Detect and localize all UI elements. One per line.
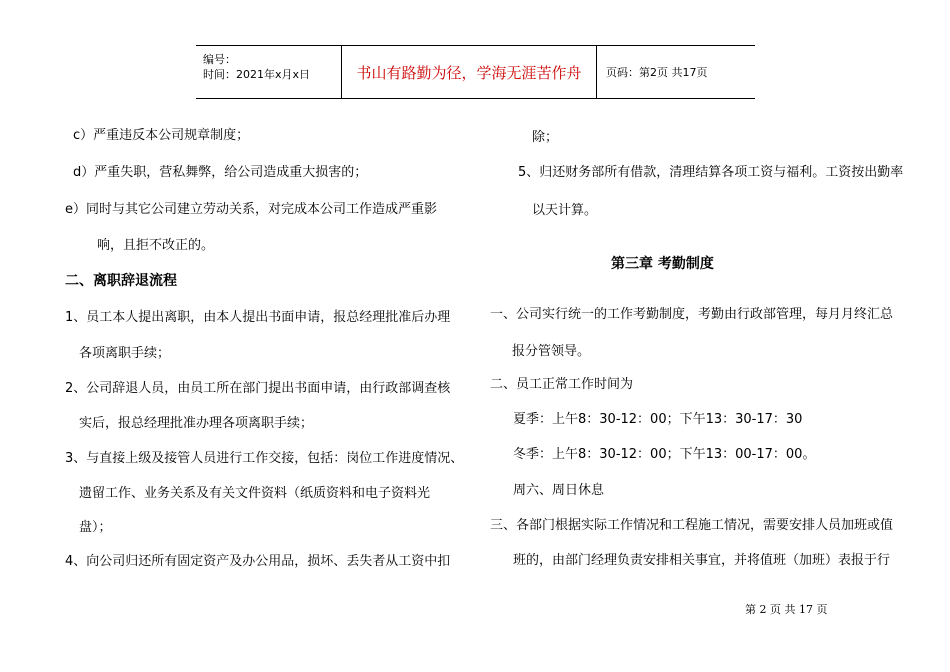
- winter-hours: 冬季：上午8：30-12：00；下午13：00-17：00。: [513, 447, 816, 462]
- clause-e-continued: 响，且拒不改正的。: [97, 238, 215, 253]
- page-header: [196, 45, 755, 99]
- clause-c: c）严重违反本公司规章制度；: [73, 128, 250, 143]
- section-heading-resignation: 二、离职辞退流程: [65, 273, 177, 289]
- page-footer: 第 2 页 共 17 页: [745, 603, 828, 616]
- step-3-continued: 遗留工作、业务关系及有关文件资料（纸质资料和电子资料光: [79, 486, 431, 501]
- attendance-clause-2: 二、员工正常工作时间为: [490, 377, 634, 392]
- weekend-rest: 周六、周日休息: [513, 483, 605, 498]
- step-1-continued: 各项离职手续；: [79, 346, 171, 361]
- document-number-label: 编号：: [203, 53, 236, 66]
- header-meta: [196, 46, 341, 98]
- chapter-title: 第三章 考勤制度: [611, 256, 714, 272]
- clause-e: e）同时与其它公司建立劳动关系，对完成本公司工作造成严重影: [65, 202, 437, 217]
- attendance-clause-1-continued: 报分管领导。: [512, 344, 591, 359]
- step-4-continued: 除；: [532, 130, 559, 145]
- step-1: 1、员工本人提出离职，由本人提出书面申请，报总经理批准后办理: [65, 310, 451, 325]
- attendance-clause-3-continued: 班的，由部门经理负责安排相关事宜，并将值班（加班）表报于行: [513, 553, 891, 568]
- attendance-clause-1: 一、公司实行统一的工作考勤制度，考勤由行政部管理，每月月终汇总: [490, 307, 894, 322]
- step-4: 4、向公司归还所有固定资产及办公用品，损坏、丢失者从工资中扣: [65, 554, 451, 569]
- summer-hours: 夏季：上午8：30-12：00；下午13：30-17：30: [513, 412, 803, 427]
- step-2-continued: 实后，报总经理批准办理各项离职手续；: [79, 416, 314, 431]
- document-time-label: 时间：2021年x月x日: [203, 68, 311, 81]
- step-3-continued-2: 盘）；: [79, 520, 112, 535]
- step-3: 3、与直接上级及接管人员进行工作交接，包括：岗位工作进度情况、: [65, 451, 464, 466]
- header-motto: 书山有路勤为径，学海无涯苦作舟: [341, 46, 597, 98]
- header-page-number: 页码：第2页 共17页: [606, 66, 708, 79]
- step-2: 2、公司辞退人员，由员工所在部门提出书面申请，由行政部调查核: [65, 381, 451, 396]
- step-5-continued: 以天计算。: [532, 203, 598, 218]
- step-5: 5、归还财务部所有借款，清理结算各项工资与福利。工资按出勤率: [518, 165, 904, 180]
- clause-d: d）严重失职，营私舞弊，给公司造成重大损害的；: [73, 165, 368, 180]
- attendance-clause-3: 三、各部门根据实际工作情况和工程施工情况，需要安排人员加班或值: [490, 518, 894, 533]
